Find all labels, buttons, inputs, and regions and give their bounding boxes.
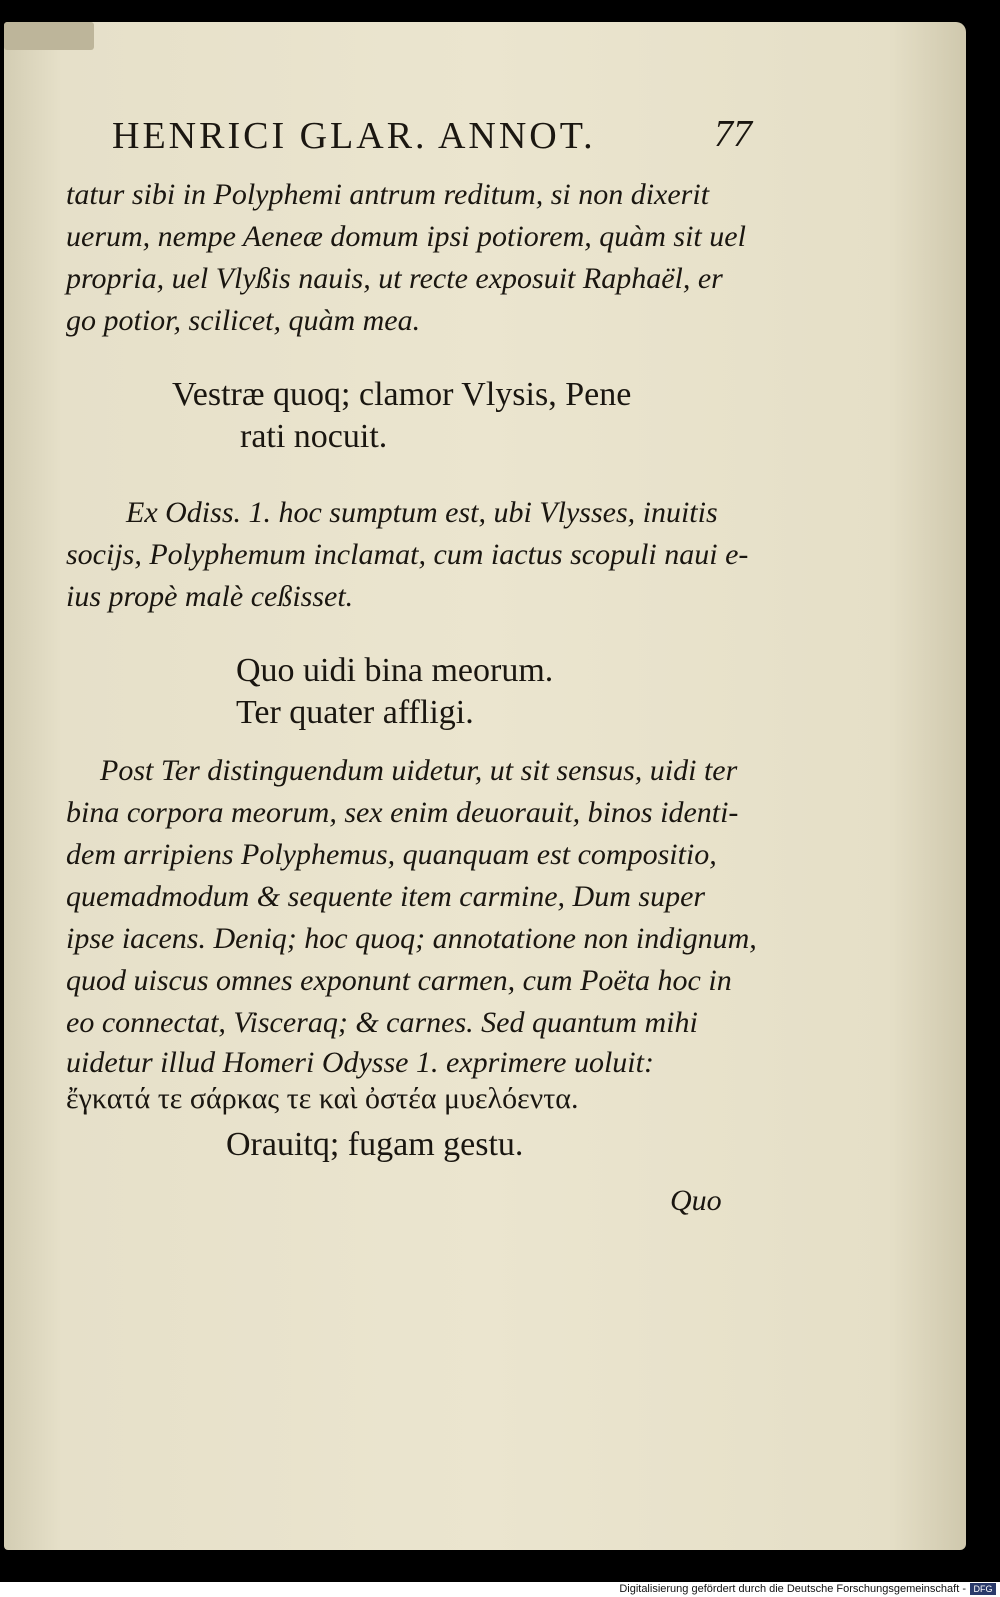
greek-line: ἔγκατά τε σάρκας τε καὶ ὀστέα μυελόεντα.: [66, 1082, 579, 1115]
text-line: Post Ter distinguendum uidetur, ut sit sensus, uidi ter: [100, 754, 738, 787]
text-line: quod uiscus omnes exponunt carmen, cum Poëta hoc in: [66, 964, 732, 997]
text-line: socijs, Polyphemum inclamat, cum iactus scopuli naui e-: [66, 538, 749, 571]
text-line: uidetur illud Homeri Odysse 1. exprimere uoluit:: [66, 1046, 654, 1079]
page-header: [112, 114, 752, 164]
verse-line: Orauitq; fugam gestu.: [226, 1126, 524, 1163]
verse-line: Vestræ quoq; clamor Vlysis, Pene: [172, 376, 632, 413]
verse-line: Ter quater affligi.: [236, 694, 474, 731]
text-line: quemadmodum & sequente item carmine, Dum super: [66, 880, 706, 913]
dfg-logo: DFG: [970, 1583, 996, 1595]
text-line: uerum, nempe Aeneæ domum ipsi potiorem, quàm sit uel: [66, 220, 746, 253]
digitization-footer: [0, 1582, 1000, 1597]
page-edge: [4, 22, 94, 50]
text-line: dem arripiens Polyphemus, quanquam est compositio,: [66, 838, 717, 871]
folio-number: 77: [714, 113, 752, 155]
text-line: eo connectat, Visceraq; & carnes. Sed quantum mihi: [66, 1006, 698, 1039]
running-head: HENRICI GLAR. ANNOT.: [112, 115, 596, 157]
text-line: bina corpora meorum, sex enim deuorauit, binos identi-: [66, 796, 739, 829]
catchword: Quo: [670, 1184, 722, 1217]
book-page: [4, 22, 966, 1550]
text-line: go potior, scilicet, quàm mea.: [66, 304, 421, 337]
text-line: Ex Odiss. 1. hoc sumptum est, ubi Vlysses, inuitis: [126, 496, 718, 529]
text-line: tatur sibi in Polyphemi antrum reditum, si non dixerit: [66, 178, 710, 211]
text-line: ipse iacens. Deniq; hoc quoq; annotatione non indignum,: [66, 922, 757, 955]
text-line: propria, uel Vlyßis nauis, ut recte exposuit Raphaël, er: [66, 262, 723, 295]
footer-credit: Digitalisierung gefördert durch die Deutsche Forschungsgemeinschaft -: [619, 1583, 966, 1595]
verse-line: rati nocuit.: [240, 418, 388, 455]
verse-line: Quo uidi bina meorum.: [236, 652, 554, 689]
text-line: ius propè malè ceßisset.: [66, 580, 354, 613]
